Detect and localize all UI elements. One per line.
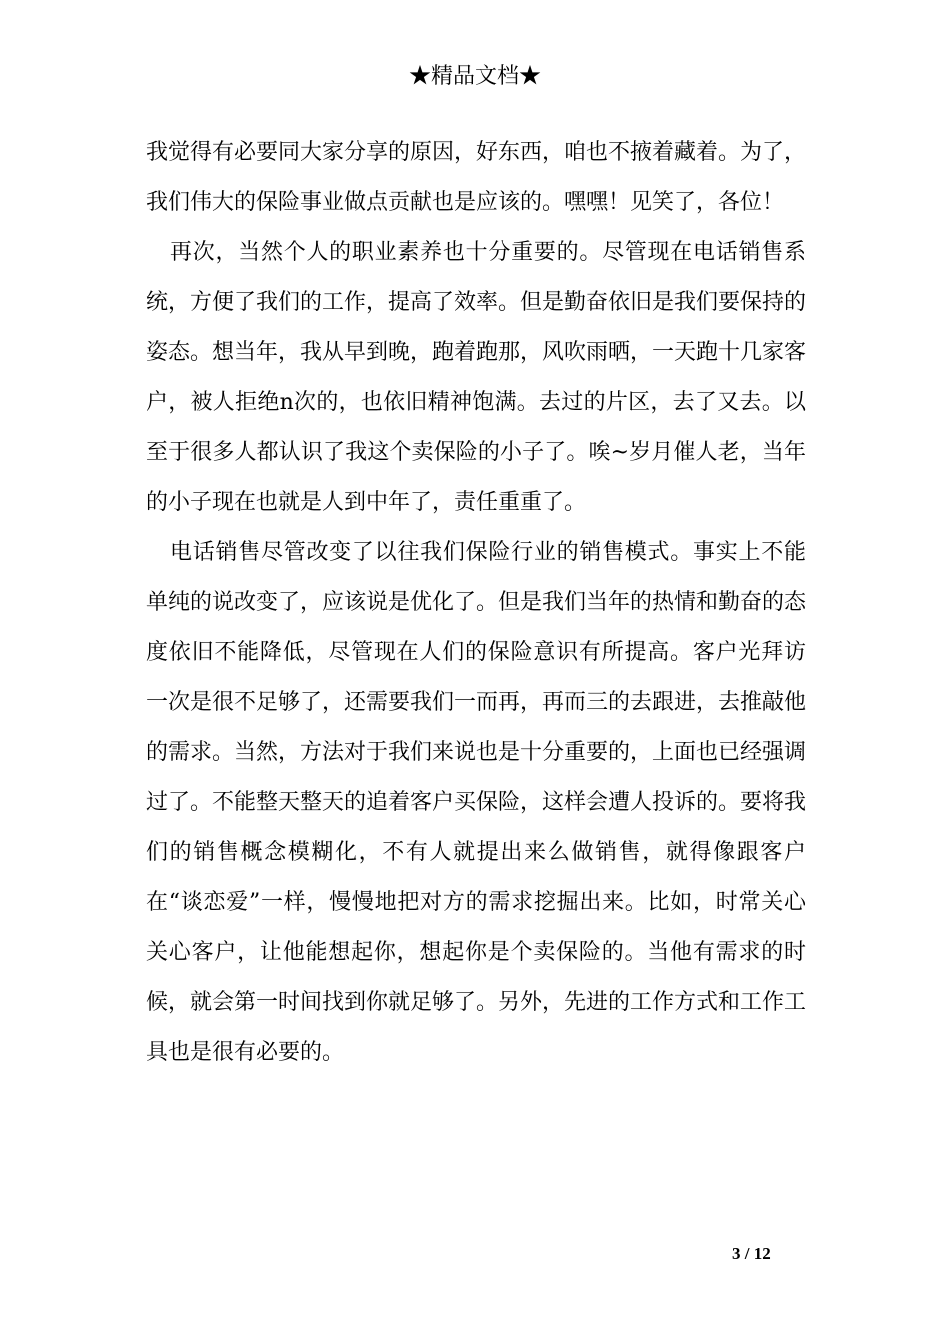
paragraph-continued: 我觉得有必要同大家分享的原因，好东西，咱也不掖着藏着。为了，我们伟大的保险事业做点贡献也是应该的。嘿嘿！见笑了，各位！	[146, 140, 807, 215]
paragraph-professionalism: 再次，当然个人的职业素养也十分重要的。尽管现在电话销售系统，方便了我们的工作，提高了效率。但是勤奋依旧是我们要保持的姿态。想当年，我从早到晚，跑着跑那，风吹雨晒，一天跑十几家客户，被人拒绝n次的，也依旧精神饱满。去过的片区，去了又去。以至于很多人都认识了我这个卖保险的小子了。唉~岁月催人老，当年的小子现在也就是人到中年了，责任重重了。	[146, 240, 807, 515]
document-body	[146, 128, 806, 1078]
page-number: 3 / 12	[732, 1244, 771, 1263]
paragraph-phone-sales: 电话销售尽管改变了以往我们保险行业的销售模式。事实上不能单纯的说改变了，应该说是优化了。但是我们当年的热情和勤奋的态度依旧不能降低，尽管现在人们的保险意识有所提高。客户光拜访 一次是很不足够了，还需要我们一而再，再而三的去跟进，去推敲他的需求。当然，方法对于我们来说也是十分重要的，上面也已经强调过了。不能整天整天的追着客户买保险，这样会遭人投诉的。要将我们的销售概念模糊化，不有人就提出来么做销售，就得像跟客户在“谈恋爱”一样，慢慢地把对方的需求挖掘出来。比如，时常关心关心客户，让他能想起你，想起你是个卖保险的。当他有需求的时候，就会第一时间找到你就足够了。另外，先进的工作方式和工作工具也是很有必要的。	[146, 540, 807, 1065]
page-header-title: ★精品文档★	[408, 64, 541, 89]
